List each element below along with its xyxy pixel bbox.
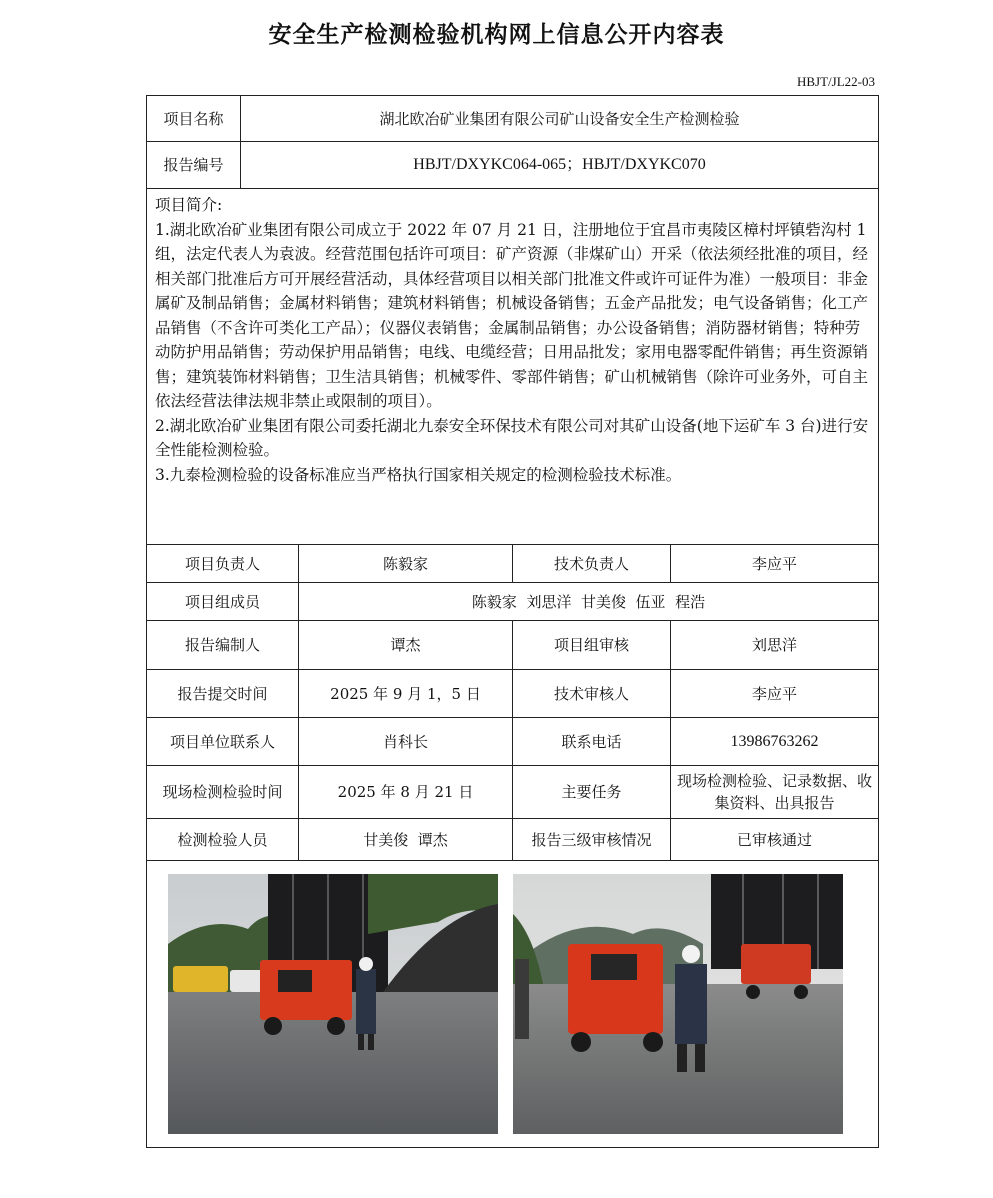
leader: 陈毅家 [299,545,513,583]
inspectors-label: 检测检验人员 [147,819,299,861]
members-label: 项目组成员 [147,583,299,621]
compiler: 谭杰 [299,621,513,670]
info-table [146,95,879,1148]
report-no-label: 报告编号 [147,142,241,189]
submit-time: 2025 年 9 月 1，5 日 [299,670,513,718]
tech-review: 李应平 [671,670,879,718]
intro-paragraph-3: 3.九泰检测检验的设备标准应当严格执行国家相关规定的检测检验技术标准。 [155,465,682,484]
intro-heading: 项目简介: [155,196,223,214]
phone-label: 联系电话 [513,718,671,766]
site-photo-2 [513,874,843,1134]
tech-leader-label: 技术负责人 [513,545,671,583]
review-status-label: 报告三级审核情况 [513,819,671,861]
site-photo-1 [168,874,498,1134]
project-intro [147,189,879,545]
task: 现场检测检验、记录数据、收集资料、出具报告 [671,766,879,819]
inspectors: 甘美俊 谭杰 [299,819,513,861]
contact-label: 项目单位联系人 [147,718,299,766]
project-name: 湖北欧冶矿业集团有限公司矿山设备安全生产检测检验 [241,96,879,142]
task-label: 主要任务 [513,766,671,819]
site-time-label: 现场检测检验时间 [147,766,299,819]
site-time: 2025 年 8 月 21 日 [299,766,513,819]
report-no: HBJT/DXYKC064-065；HBJT/DXYKC070 [241,142,879,189]
form-code: HBJT/JL22-03 [797,74,875,89]
photo-cell [147,861,879,1148]
leader-label: 项目负责人 [147,545,299,583]
project-name-label: 项目名称 [147,96,241,142]
intro-paragraph-2: 2.湖北欧冶矿业集团有限公司委托湖北九泰安全环保技术有限公司对其矿山设备(地下运矿车 3 台)进行安全性能检测检验。 [155,416,869,459]
compiler-label: 报告编制人 [147,621,299,670]
group-review-label: 项目组审核 [513,621,671,670]
review-status: 已审核通过 [671,819,879,861]
tech-review-label: 技术审核人 [513,670,671,718]
tech-leader: 李应平 [671,545,879,583]
intro-paragraph-1: 1.湖北欧冶矿业集团有限公司成立于 2022 年 07 月 21 日，注册地位于宜昌市夷陵区樟村坪镇砦沟村 1 组，法定代表人为袁波。经营范围包括许可项目：矿产资源（非煤矿山）开采（依法须经批准的项目，经相关部门批准后方可开展经营活动，具体经营项目以相关部门批准文件或许可证件为准）一般项目：非金属矿及制品销售；金属材料销售；建筑材料销售；机械设备销售；五金产品批发；电气设备销售；化工产品销售（不含许可类化工产品）；仪器仪表销售；金属制品销售；办公设备销售；消防器材销售；特种劳动防护用品销售；劳动保护用品销售；电线、电缆经营；日用品批发；家用电器零配件销售；再生资源销售；建筑装饰材料销售；卫生洁具销售；机械零件、零部件销售；矿山机械销售（除许可业务外，可自主依法经营法律法规非禁止或限制的项目）。 [155,220,869,410]
phone: 13986763262 [671,718,879,766]
group-review: 刘思洋 [671,621,879,670]
submit-time-label: 报告提交时间 [147,670,299,718]
contact: 肖科长 [299,718,513,766]
page-title: 安全生产检测检验机构网上信息公开内容表 [268,22,725,48]
members: 陈毅家 刘思洋 甘美俊 伍亚 程浩 [299,583,879,621]
